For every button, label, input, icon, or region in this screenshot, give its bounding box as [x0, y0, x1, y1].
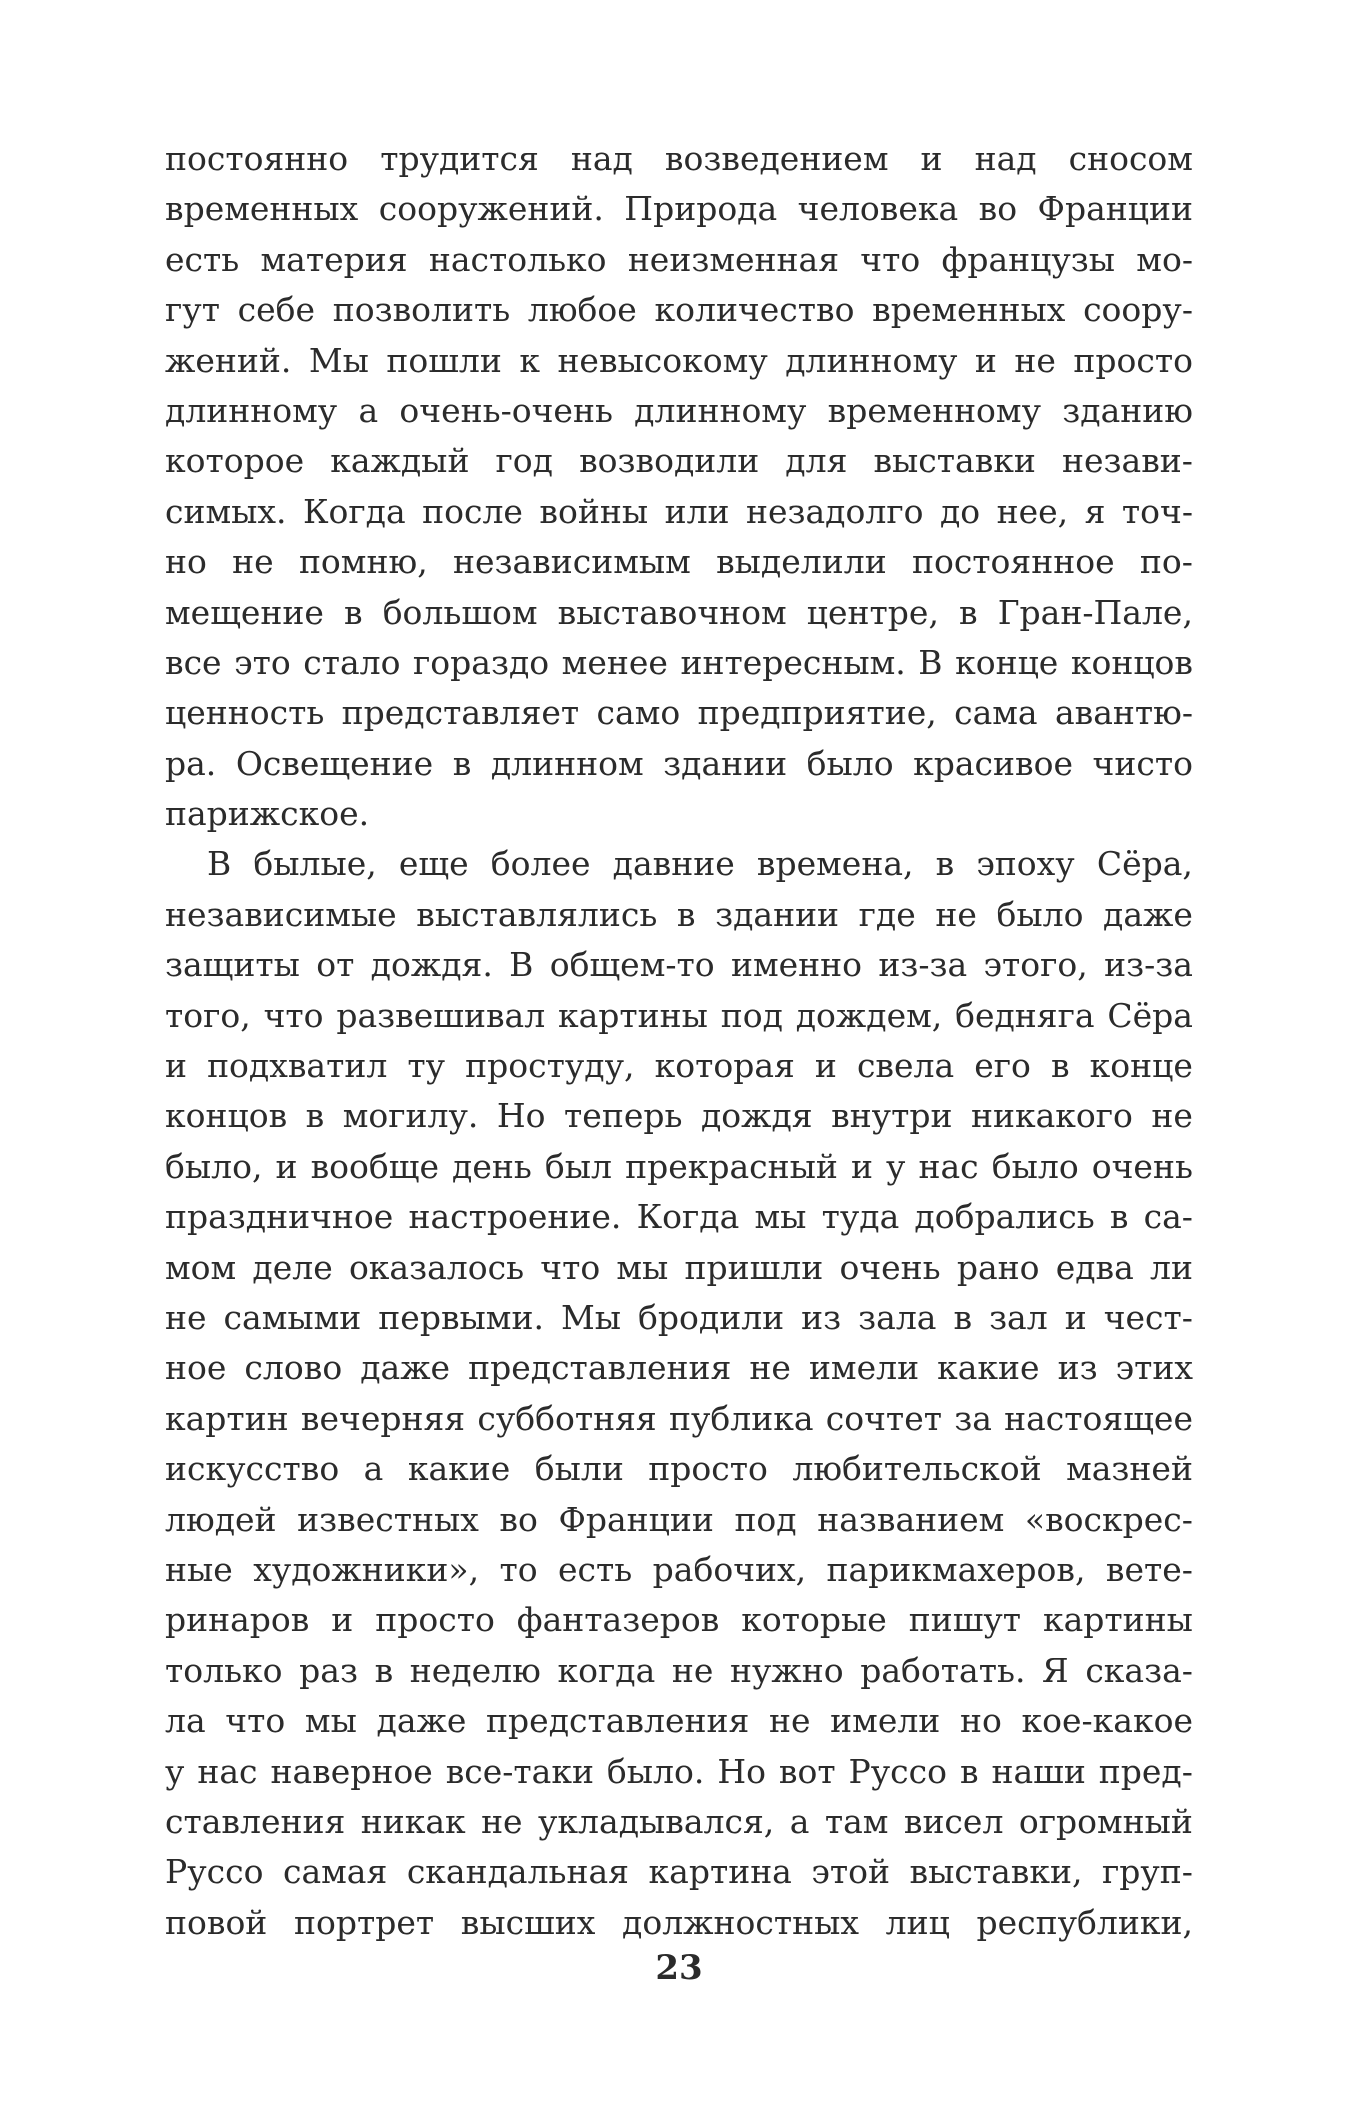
text-line: есть материя настолько неизменная что французы мо- — [165, 239, 1193, 279]
text-line: искусство а какие были просто любительской мазней — [165, 1449, 1193, 1489]
text-line: повой портрет высших должностных лиц республики, — [165, 1902, 1193, 1942]
text-line: мом деле оказалось что мы пришли очень рано едва ли — [165, 1247, 1193, 1287]
text-line: только раз в неделю когда не нужно работать. Я сказа- — [165, 1650, 1193, 1690]
text-line: В былые, еще более давние времена, в эпоху Сёра, — [207, 844, 1193, 884]
text-line: ные художники», то есть рабочих, парикмахеров, вете- — [165, 1549, 1193, 1589]
text-line: временных сооружений. Природа человека во Франции — [165, 189, 1193, 229]
text-line: ное слово даже представления не имели какие из этих — [165, 1348, 1193, 1388]
text-line: которое каждый год возводили для выставки незави- — [165, 441, 1193, 481]
text-line: мещение в большом выставочном центре, в Гран-Пале, — [165, 592, 1193, 632]
text-line: все это стало гораздо менее интересным. В конце концов — [165, 642, 1193, 682]
text-line: защиты от дождя. В общем-то именно из-за этого, из-за — [165, 945, 1193, 985]
text-line: независимые выставлялись в здании где не было даже — [165, 894, 1193, 934]
text-line: постоянно трудится над возведением и над сносом — [165, 139, 1193, 178]
text-line: праздничное настроение. Когда мы туда добрались в са- — [165, 1197, 1193, 1237]
text-line: и подхватил ту простуду, которая и свела его в конце — [165, 1046, 1193, 1086]
text-line: но не помню, независимым выделили постоянное по- — [165, 542, 1193, 582]
page-number: 23 — [655, 1948, 703, 1988]
text-line: ставления никак не укладывался, а там висел огромный — [165, 1801, 1193, 1841]
text-line: длинному а очень-очень длинному временному зданию — [165, 390, 1193, 430]
text-line: ценность представляет само предприятие, сама авантю- — [165, 693, 1193, 733]
text-line: было, и вообще день был прекрасный и у нас было очень — [165, 1146, 1193, 1186]
text-line: концов в могилу. Но теперь дождя внутри никакого не — [165, 1096, 1193, 1136]
text-line: ра. Освещение в длинном здании было красивое чисто — [165, 743, 1193, 783]
text-line: у нас наверное все-таки было. Но вот Руссо в наши пред- — [165, 1751, 1193, 1791]
text-line: Руссо самая скандальная картина этой выставки, груп- — [165, 1852, 1193, 1892]
text-line: того, что развешивал картины под дождем, бедняга Сёра — [165, 995, 1193, 1035]
text-line: ринаров и просто фантазеров которые пишут картины — [165, 1600, 1193, 1640]
text-line: симых. Когда после войны или незадолго до нее, я точ- — [165, 491, 1193, 531]
body-text — [165, 134, 1193, 1948]
text-line: картин вечерняя субботняя публика сочтет за настоящее — [165, 1398, 1193, 1438]
text-line: парижское. — [165, 794, 370, 834]
text-line: гут себе позволить любое количество временных соору- — [165, 290, 1193, 330]
text-line: жений. Мы пошли к невысокому длинному и не просто — [165, 340, 1193, 380]
text-line: людей известных во Франции под названием «воскрес- — [165, 1499, 1193, 1539]
text-line: не самыми первыми. Мы бродили из зала в зал и чест- — [165, 1297, 1193, 1337]
text-line: ла что мы даже представления не имели но кое-какое — [165, 1701, 1193, 1741]
